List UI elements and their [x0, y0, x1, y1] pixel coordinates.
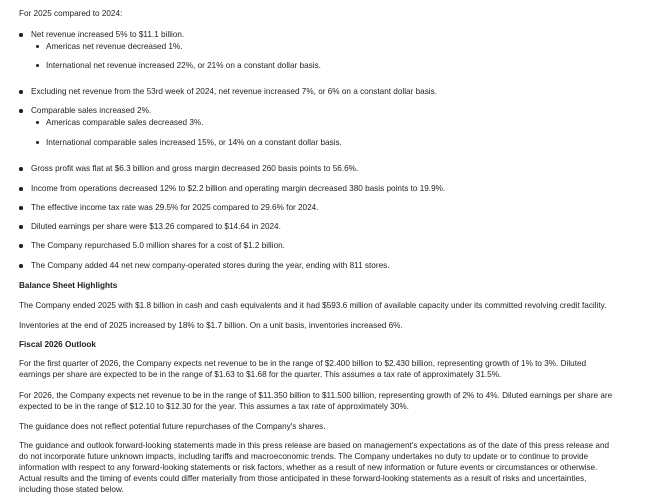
outlook-fy-line-1: For 2026, the Company expects net revenue to be in the range of $11.350 billion to $11.500 billion, representing growth of 2% to 4%. Diluted earnings per share are — [19, 391, 613, 400]
balance-sheet-inventories: Inventories at the end of 2025 increased by 18% to $1.7 billion. On a unit basis, inventories increased 6%. — [19, 321, 403, 330]
outlook-q1-paragraph — [19, 358, 639, 380]
press-release-document: For 2025 compared to 2024: Net revenue increased 5% to $11.1 billion. Americas net revenue decreased 1%. International net revenue increased 22%, or 21% on a constant dollar basis. Excluding net revenue from the 53rd week of 2024, net revenue increased 7%, or 6% on a constant dollar basis. Comparable sales increased 2%. Americas comparable sales decreased 3%. International comparable sales increased 15%, or 14% on a constant dollar basis. Gross profit was flat at $6.3 billion and gross margin decreased 260 basis points to 56.6%. Income from operations decreased 12% to $2.2 billion and operating margin decreased 380 basis points to 19.9%. The effective income tax rate was 29.5% for 2025 compared to 29.6% for 2024. Diluted earnings per share were $13.26 compared to $14.64 in 2024. The Company repurchased 5.0 million shares for a cost of $1.2 billion. The Company added 44 net new company-operated stores during the year, ending with 811 stores. Balance Sheet Highlights The Company ended 2025 with $1.8 billion in cash and cash equivalents and it had $593.6 million of available capacity under its committed revolving credit facility. Inventories at the end of 2025 increased by 18% to $1.7 billion. On a unit basis, inventories increased 6%. Fiscal 2026 Outlook For the first quarter of 2026, the Company expects net revenue to be in the range of $2.400 billion to $2.430 billion, representing growth of 1% to 3%. Diluted earnings per share are expected to be in the range of $1.63 to $1.68 for the quarter. This assumes a tax rate of approximately 31.5%. For 2026, the Company expects net revenue to be in the range of $11.350 billion to $11.500 billion, representing growth of 2% to 4%. Diluted earnings per share are expected to be in the range of $12.10 to $12.30 for the year. This assumes a tax rate of approximately 30%. The guidance does not reflect potential future repurchases of the Company's shares. The guidance and outlook forward-looking statements made in this press release are based on management's expectations as of the date of this press release and do not incorporate future unknown impacts, including tariffs and macroeconomic trends. The Company undertakes no duty to update or to continue to provide information with respect to any forward-looking statements or risk factors, whether as a result of new information or future events or circumstances or otherwise. Actual results and the timing of events could differ materially from those anticipated in these forward-looking statements as a result of risks and uncertainties, including those stated below. — [0, 0, 657, 500]
outlook-repurchases-note: The guidance does not reflect potential future repurchases of the Company's shares. — [19, 422, 326, 431]
fls-line-4: Actual results and the timing of events could differ materially from those anticipated in these forward-looking statements as a result of risks and uncertainties, — [19, 474, 587, 483]
outlook-q1-line-2: earnings per share are expected to be in the range of $1.63 to $1.68 for the quarter. This assumes a tax rate of approximately 31.5%. — [19, 370, 502, 379]
outlook-fy-paragraph — [19, 390, 639, 412]
fls-line-5: including those stated below. — [19, 485, 124, 494]
fls-line-3: information with respect to any forward-looking statements or risk factors, whether as a result of new information or future events or circumstances or otherwise. — [19, 463, 598, 472]
fls-line-1: The guidance and outlook forward-looking statements made in this press release are based on management's expectations as of the date of this press release and — [19, 441, 610, 450]
outlook-q1-line-1: For the first quarter of 2026, the Company expects net revenue to be in the range of $2.400 billion to $2.430 billion, representing growth of 1% to 3%. Diluted — [19, 359, 587, 368]
balance-sheet-cash: The Company ended 2025 with $1.8 billion in cash and cash equivalents and it had $593.6 million of available capacity under its committed revolving credit facility. — [19, 301, 607, 310]
forward-looking-statements-paragraph — [19, 440, 639, 495]
intro-line: For 2025 compared to 2024: — [19, 9, 123, 18]
outlook-heading: Fiscal 2026 Outlook — [19, 340, 96, 349]
balance-sheet-heading: Balance Sheet Highlights — [19, 281, 118, 290]
outlook-fy-line-2: expected to be in the range of $12.10 to $12.30 for the year. This assumes a tax rate of approximately 30%. — [19, 402, 409, 411]
fls-line-2: do not incorporate future unknown impacts, including tariffs and macroeconomic trends. The Company undertakes no duty to update or to continue to provide — [19, 452, 589, 461]
